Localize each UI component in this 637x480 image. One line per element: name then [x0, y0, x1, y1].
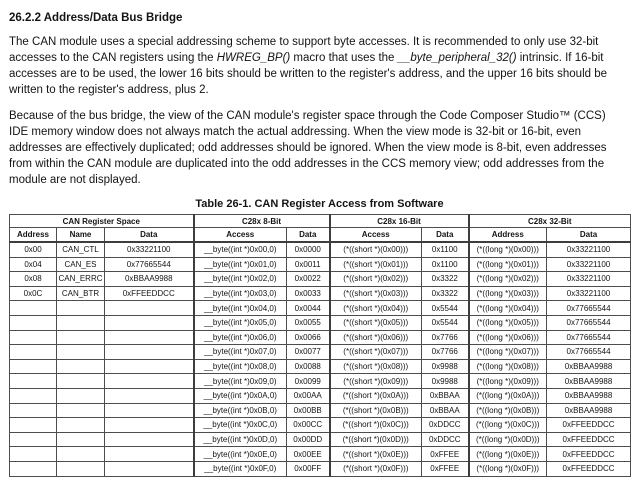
table-cell: (*((short *)(0x0E))): [330, 447, 422, 462]
text-segment: __byte_peripheral_32(): [397, 52, 517, 64]
table-cell: __byte((int *)0x0B,0): [194, 403, 287, 418]
table-row: [10, 403, 631, 418]
section-heading: 26.2.2 Address/Data Bus Bridge: [9, 12, 183, 24]
text-segment: macro that uses the: [290, 52, 398, 64]
column-header-cell: Data: [547, 228, 631, 243]
table-cell: 0x3322: [422, 286, 469, 301]
table-cell: __byte((int *)0x00,0): [194, 242, 287, 257]
table-cell: [10, 403, 57, 418]
table-cell: 0xFFEEDDCC: [547, 447, 631, 462]
table-cell: 0x00CC: [287, 418, 330, 433]
table-row: [10, 257, 631, 272]
table-cell: (*((short *)(0x08))): [330, 359, 422, 374]
table-cell: [105, 301, 194, 316]
table-cell: __byte((int *)0x0F,0): [194, 461, 287, 476]
table-cell: (*((long *)(0x05))): [469, 315, 547, 330]
table-cell: 0x0044: [287, 301, 330, 316]
table-cell: [57, 418, 105, 433]
text-segment: intrinsic. If 16-bit accesses are to be used, the lower 16 bits should be written to the register's address, and the upper 16 bits should be written to the register's address, plus 2.: [9, 52, 607, 96]
table-cell: [10, 447, 57, 462]
paragraphs: [9, 34, 629, 188]
table-cell: (*((short *)(0x0B))): [330, 403, 422, 418]
table-cell: __byte((int *)0x02,0): [194, 272, 287, 287]
table-cell: 0x00AA: [287, 388, 330, 403]
table-cell: [10, 374, 57, 389]
table-head: [10, 215, 631, 243]
table-cell: __byte((int *)0x0C,0): [194, 418, 287, 433]
table-group-header-row: [10, 215, 631, 228]
table-cell: 0x5544: [422, 315, 469, 330]
table-cell: [10, 330, 57, 345]
table-cell: __byte((int *)0x04,0): [194, 301, 287, 316]
table-cell: 0x00BB: [287, 403, 330, 418]
table-cell: [105, 388, 194, 403]
table-cell: __byte((int *)0x0E,0): [194, 447, 287, 462]
table-cell: __byte((int *)0x03,0): [194, 286, 287, 301]
table-cell: [105, 374, 194, 389]
table-cell: 0x33221100: [547, 242, 631, 257]
table-cell: 0x0055: [287, 315, 330, 330]
table-cell: (*((long *)(0x09))): [469, 374, 547, 389]
table-cell: 0x0099: [287, 374, 330, 389]
table-cell: [105, 418, 194, 433]
table-cell: (*((long *)(0x07))): [469, 345, 547, 360]
table-cell: 0x08: [10, 272, 57, 287]
table-cell: 0x77665544: [105, 257, 194, 272]
column-header-cell: Data: [422, 228, 469, 243]
table-cell: 0x9988: [422, 359, 469, 374]
table-cell: (*((long *)(0x0F))): [469, 461, 547, 476]
table-cell: 0x1100: [422, 257, 469, 272]
table-row: [10, 447, 631, 462]
table-cell: __byte((int *)0x08,0): [194, 359, 287, 374]
table-cell: 0x0077: [287, 345, 330, 360]
table-cell: [105, 447, 194, 462]
table-cell: (*((short *)(0x0A))): [330, 388, 422, 403]
table-cell: __byte((int *)0x01,0): [194, 257, 287, 272]
table-cell: [57, 374, 105, 389]
table-row: [10, 286, 631, 301]
table-row: [10, 359, 631, 374]
table-cell: (*((long *)(0x03))): [469, 286, 547, 301]
table-cell: (*((short *)(0x03))): [330, 286, 422, 301]
table-cell: __byte((int *)0x0A,0): [194, 388, 287, 403]
table-cell: CAN_CTL: [57, 242, 105, 257]
table-cell: (*((long *)(0x0E))): [469, 447, 547, 462]
table-cell: 0x0033: [287, 286, 330, 301]
table-cell: 0x77665544: [547, 330, 631, 345]
table-cell: __byte((int *)0x05,0): [194, 315, 287, 330]
table-cell: 0x33221100: [547, 272, 631, 287]
table-cell: 0xFFEEDDCC: [547, 461, 631, 476]
table-cell: __byte((int *)0x07,0): [194, 345, 287, 360]
table-cell: 0xFFEEDDCC: [547, 418, 631, 433]
table-cell: [57, 388, 105, 403]
table-row: [10, 461, 631, 476]
table-cell: 0x00FF: [287, 461, 330, 476]
table-cell: 0xFFEEDDCC: [105, 286, 194, 301]
table-cell: 0xBBAA9988: [547, 374, 631, 389]
table-cell: [10, 345, 57, 360]
table-cell: [57, 461, 105, 476]
table-cell: 0x0000: [287, 242, 330, 257]
table-cell: (*((long *)(0x01))): [469, 257, 547, 272]
table-cell: 0x0066: [287, 330, 330, 345]
table-cell: [10, 388, 57, 403]
table-cell: [105, 359, 194, 374]
table-cell: 0xDDCC: [422, 418, 469, 433]
table-cell: [57, 432, 105, 447]
text-segment: Because of the bus bridge, the view of the CAN module's register space through the Code Composer Studio™ (CCS) IDE memory window does not always match the actual addressing. When the view mode is 32-bit or 16-bit, even addresses are effectively duplicated; odd addresses should be ignored. When the view mode is 8-bit, even addresses from within the CAN module are duplicated into the odd addresses in the CCS memory view; odd addresses from the module are not displayed.: [9, 110, 607, 186]
table-column-header-row: [10, 228, 631, 243]
column-header-cell: Access: [330, 228, 422, 243]
paragraph: [9, 108, 621, 188]
table-cell: (*((short *)(0x01))): [330, 257, 422, 272]
table-cell: [57, 447, 105, 462]
table-row: [10, 345, 631, 360]
table-cell: (*((long *)(0x0C))): [469, 418, 547, 433]
table-cell: 0x33221100: [547, 257, 631, 272]
table-cell: 0x7766: [422, 345, 469, 360]
table-row: [10, 330, 631, 345]
column-header-cell: Address: [469, 228, 547, 243]
table-cell: (*((short *)(0x04))): [330, 301, 422, 316]
table-cell: 0xBBAA9988: [547, 403, 631, 418]
table-cell: 0x04: [10, 257, 57, 272]
table-body: [10, 242, 631, 476]
table-cell: 0xDDCC: [422, 432, 469, 447]
table-cell: [105, 432, 194, 447]
table-cell: 0x0011: [287, 257, 330, 272]
table-cell: (*((long *)(0x0B))): [469, 403, 547, 418]
table-cell: 0xBBAA: [422, 388, 469, 403]
table-cell: [57, 330, 105, 345]
can-register-access-table: [9, 214, 631, 477]
table-cell: 0x77665544: [547, 315, 631, 330]
column-header-cell: Access: [194, 228, 287, 243]
table-row: [10, 374, 631, 389]
table-cell: [105, 330, 194, 345]
table-row: [10, 432, 631, 447]
table-cell: __byte((int *)0x0D,0): [194, 432, 287, 447]
table-row: [10, 315, 631, 330]
table-row: [10, 272, 631, 287]
column-header-cell: Name: [57, 228, 105, 243]
table-cell: 0xFFEE: [422, 461, 469, 476]
table-cell: 0xFFEE: [422, 447, 469, 462]
table-cell: 0x77665544: [547, 345, 631, 360]
table-cell: 0xFFEEDDCC: [547, 432, 631, 447]
table-cell: 0xBBAA9988: [105, 272, 194, 287]
table-cell: 0x77665544: [547, 301, 631, 316]
table-cell: [57, 345, 105, 360]
table-cell: (*((short *)(0x0D))): [330, 432, 422, 447]
table-cell: (*((short *)(0x0C))): [330, 418, 422, 433]
table-cell: [10, 359, 57, 374]
table-cell: (*((long *)(0x04))): [469, 301, 547, 316]
table-cell: 0x0C: [10, 286, 57, 301]
paragraph: [9, 34, 621, 98]
table-cell: CAN_BTR: [57, 286, 105, 301]
text-segment: HWREG_BP(): [216, 52, 291, 64]
table-cell: (*((long *)(0x06))): [469, 330, 547, 345]
table-cell: (*((long *)(0x02))): [469, 272, 547, 287]
column-header-cell: Data: [287, 228, 330, 243]
table-cell: (*((long *)(0x0D))): [469, 432, 547, 447]
table-cell: 0x00EE: [287, 447, 330, 462]
group-header-cell: C28x 8-Bit: [194, 215, 330, 228]
table-cell: 0x1100: [422, 242, 469, 257]
table-cell: __byte((int *)0x06,0): [194, 330, 287, 345]
table-cell: [105, 345, 194, 360]
group-header-cell: C28x 16-Bit: [330, 215, 469, 228]
table-cell: [10, 461, 57, 476]
table-row: [10, 388, 631, 403]
table-cell: (*((short *)(0x06))): [330, 330, 422, 345]
table-cell: 0x0088: [287, 359, 330, 374]
table-cell: [10, 301, 57, 316]
table-cell: 0x7766: [422, 330, 469, 345]
table-cell: 0x9988: [422, 374, 469, 389]
table-cell: 0xBBAA9988: [547, 359, 631, 374]
table-cell: (*((long *)(0x08))): [469, 359, 547, 374]
table-cell: 0x00: [10, 242, 57, 257]
group-header-cell: C28x 32-Bit: [469, 215, 631, 228]
table-cell: (*((long *)(0x0A))): [469, 388, 547, 403]
group-header-cell: CAN Register Space: [10, 215, 194, 228]
table-row: [10, 242, 631, 257]
table-cell: (*((short *)(0x05))): [330, 315, 422, 330]
column-header-cell: Address: [10, 228, 57, 243]
table-cell: (*((short *)(0x09))): [330, 374, 422, 389]
table-cell: [105, 403, 194, 418]
table-cell: 0x00DD: [287, 432, 330, 447]
table-cell: 0xBBAA9988: [547, 388, 631, 403]
table-cell: CAN_ES: [57, 257, 105, 272]
table-cell: [57, 359, 105, 374]
table-cell: 0x3322: [422, 272, 469, 287]
table-cell: (*((short *)(0x07))): [330, 345, 422, 360]
table-cell: [10, 432, 57, 447]
table-cell: 0x5544: [422, 301, 469, 316]
table-cell: (*((short *)(0x00))): [330, 242, 422, 257]
table-title: Table 26-1. CAN Register Access from Software: [195, 198, 444, 210]
table-cell: [10, 418, 57, 433]
column-header-cell: Data: [105, 228, 194, 243]
table-cell: 0x0022: [287, 272, 330, 287]
table-cell: 0x33221100: [105, 242, 194, 257]
table-cell: (*((short *)(0x02))): [330, 272, 422, 287]
table-cell: __byte((int *)0x09,0): [194, 374, 287, 389]
table-cell: CAN_ERRC: [57, 272, 105, 287]
table-cell: [105, 315, 194, 330]
text-segment: The CAN module uses a special addressing scheme to support byte accesses. It is recommended to only use 32-bit accesses to the CAN registers using the: [9, 36, 599, 64]
table-row: [10, 301, 631, 316]
table-cell: (*((short *)(0x0F))): [330, 461, 422, 476]
table-cell: [57, 301, 105, 316]
table-cell: [105, 461, 194, 476]
table-cell: (*((long *)(0x00))): [469, 242, 547, 257]
table-cell: 0x33221100: [547, 286, 631, 301]
table-cell: 0xBBAA: [422, 403, 469, 418]
table-cell: [57, 403, 105, 418]
table-row: [10, 418, 631, 433]
table-cell: [57, 315, 105, 330]
table-cell: [10, 315, 57, 330]
